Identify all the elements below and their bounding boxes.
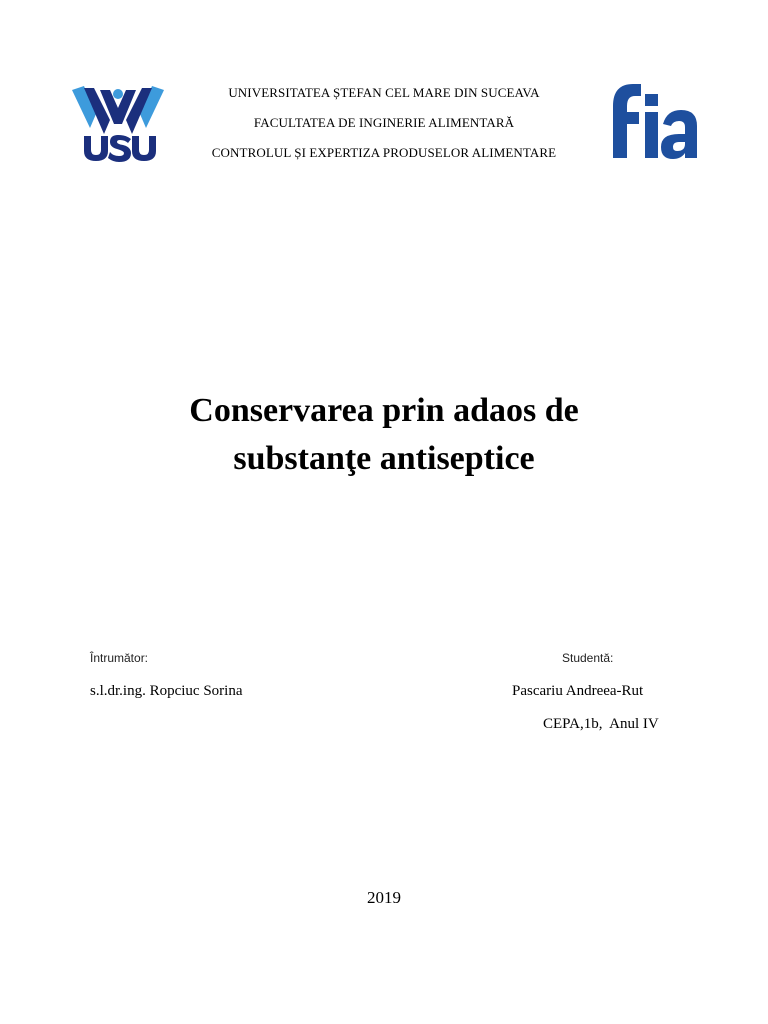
student-label: Studentă: (562, 651, 614, 665)
program-name: CONTROLUL ȘI EXPERTIZA PRODUSELOR ALIMENTARE (211, 145, 557, 160)
title-line-2: substanţe antiseptice (233, 440, 535, 477)
fia-logo (607, 78, 701, 160)
student-name: Pascariu Andreea-Rut (512, 683, 644, 699)
university-name: UNIVERSITATEA ȘTEFAN CEL MARE DIN SUCEAVA (228, 85, 540, 100)
faculty-name: FACULTATEA DE INGINERIE ALIMENTARĂ (253, 115, 515, 130)
year: 2019 (367, 888, 401, 907)
guide-label: Întrumător: (90, 651, 149, 665)
student-group: CEPA,1b, Anul IV (543, 716, 659, 732)
title-line-1: Conservarea prin adaos de (189, 392, 579, 429)
guide-name: s.l.dr.ing. Ropciuc Sorina (90, 683, 243, 699)
